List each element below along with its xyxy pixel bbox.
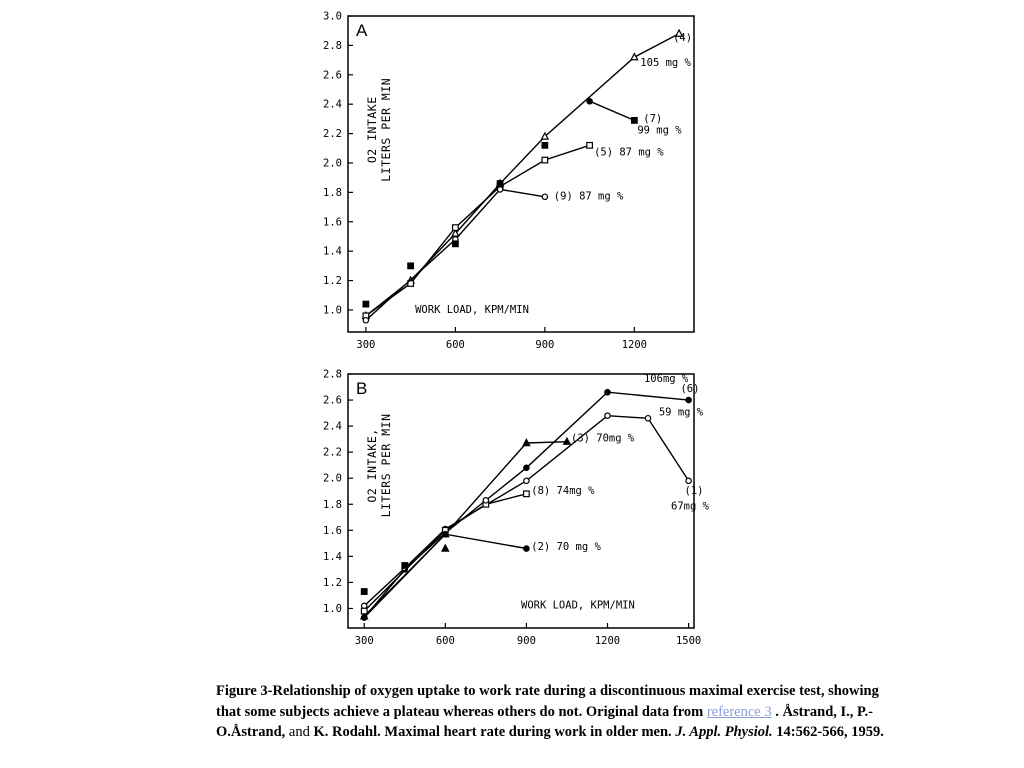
y-tick-label: 2.0 bbox=[323, 472, 342, 485]
y-tick-label: 1.4 bbox=[323, 245, 342, 258]
series-line bbox=[590, 101, 635, 120]
data-point bbox=[605, 413, 610, 418]
y-tick-label: 2.4 bbox=[323, 98, 342, 111]
plot-frame bbox=[348, 374, 694, 628]
data-point bbox=[632, 118, 638, 124]
data-point bbox=[631, 54, 638, 60]
annotation-label: (7) bbox=[643, 112, 663, 125]
data-point bbox=[453, 241, 459, 247]
data-point bbox=[497, 181, 503, 187]
data-point bbox=[605, 390, 610, 395]
data-point bbox=[523, 439, 530, 445]
data-point bbox=[587, 143, 593, 149]
series-4 bbox=[363, 187, 547, 323]
y-tick-label: 2.0 bbox=[323, 157, 342, 170]
data-point bbox=[524, 478, 529, 483]
series-7 bbox=[442, 545, 449, 551]
y-axis-title-line: LITERS PER MIN bbox=[379, 77, 393, 182]
y-axis-title-line: LITERS PER MIN bbox=[379, 413, 393, 518]
data-point bbox=[361, 589, 367, 595]
data-point bbox=[362, 615, 367, 620]
panel-label: A bbox=[356, 21, 368, 40]
series-line bbox=[366, 189, 545, 320]
series-line bbox=[366, 34, 679, 316]
y-tick-label: 1.6 bbox=[323, 216, 342, 229]
annotation-label: (2) 70 mg % bbox=[531, 540, 601, 553]
annotation-label: 105 mg % bbox=[640, 56, 691, 69]
chart-panel-a bbox=[323, 11, 694, 352]
data-point bbox=[524, 465, 529, 470]
series-1 bbox=[362, 390, 692, 621]
y-tick-label: 2.8 bbox=[323, 368, 342, 381]
annotation-label: (9) 87 mg % bbox=[553, 190, 624, 203]
y-tick-label: 1.4 bbox=[323, 550, 342, 563]
x-tick-label: 900 bbox=[535, 339, 555, 351]
data-point bbox=[645, 416, 650, 421]
annotation-label: (6) bbox=[680, 383, 700, 396]
x-tick-label: 1200 bbox=[621, 339, 647, 351]
annotation-label: WORK LOAD, KPM/MIN bbox=[521, 599, 635, 612]
data-point bbox=[542, 143, 548, 149]
data-point bbox=[542, 157, 548, 163]
y-tick-label: 1.2 bbox=[323, 576, 342, 589]
x-tick-label: 600 bbox=[435, 635, 455, 647]
y-tick-label: 2.4 bbox=[323, 420, 342, 433]
annotation-label: (3) 70mg % bbox=[571, 432, 635, 445]
series-8 bbox=[483, 498, 488, 503]
annotation-label: 59 mg % bbox=[658, 406, 704, 419]
caption-text-1: Figure 3-Relationship of oxygen uptake to work rate during a discontinuous maximal exercise test, showing that some subjects achieve a plateau whereas others do not. Original data from bbox=[216, 683, 879, 720]
y-tick-label: 1.0 bbox=[323, 602, 342, 615]
y-tick-label: 3.0 bbox=[323, 10, 342, 23]
annotation-label: WORK LOAD, KPM/MIN bbox=[415, 303, 529, 316]
reference-link[interactable]: reference 3 bbox=[706, 703, 772, 720]
chart-panel-b bbox=[323, 369, 710, 648]
data-point bbox=[686, 397, 691, 402]
y-axis-title bbox=[365, 78, 393, 182]
caption-text-3: K. Rodahl. Maximal heart rate during work in older men. bbox=[313, 724, 676, 740]
data-point bbox=[686, 478, 691, 483]
data-point bbox=[442, 545, 449, 551]
x-tick-label: 300 bbox=[354, 635, 374, 647]
y-axis-title-line: O2 INTAKE bbox=[365, 96, 379, 164]
data-point bbox=[542, 194, 547, 199]
x-tick-label: 1200 bbox=[594, 635, 621, 647]
y-tick-label: 2.6 bbox=[323, 394, 342, 407]
data-point bbox=[361, 608, 367, 614]
caption-and: and bbox=[285, 724, 314, 740]
x-tick-label: 900 bbox=[516, 635, 536, 647]
y-tick-label: 2.2 bbox=[323, 446, 342, 459]
caption-text-4: 14:562-566, 1959. bbox=[772, 724, 884, 740]
caption-text-2: . Åstrand, I., P.-O.Åstrand, bbox=[216, 703, 874, 740]
annotation-label: 106mg % bbox=[643, 372, 689, 385]
data-point bbox=[524, 491, 530, 497]
data-point bbox=[363, 318, 368, 323]
data-point bbox=[443, 532, 448, 537]
annotation-label: 99 mg % bbox=[637, 124, 682, 137]
annotation-label: (1) bbox=[684, 484, 704, 497]
data-point bbox=[483, 498, 488, 503]
data-point bbox=[453, 225, 459, 231]
y-tick-label: 2.2 bbox=[323, 128, 342, 141]
y-tick-label: 1.8 bbox=[323, 186, 342, 199]
data-point bbox=[564, 438, 571, 444]
annotation-label: (8) 74mg % bbox=[531, 484, 595, 497]
series-2 bbox=[587, 99, 637, 124]
y-tick-label: 2.6 bbox=[323, 69, 342, 82]
y-tick-label: 1.2 bbox=[323, 275, 342, 288]
figure-caption bbox=[216, 681, 906, 743]
y-tick-label: 1.8 bbox=[323, 498, 342, 511]
panel-label: B bbox=[356, 379, 368, 398]
data-point bbox=[497, 187, 502, 192]
x-tick-label: 300 bbox=[356, 339, 376, 351]
x-tick-label: 1500 bbox=[675, 635, 702, 647]
y-tick-label: 2.8 bbox=[323, 39, 342, 52]
y-axis-title bbox=[365, 413, 393, 517]
x-tick-label: 600 bbox=[445, 339, 465, 351]
y-tick-label: 1.6 bbox=[323, 524, 342, 537]
data-point bbox=[402, 563, 408, 569]
y-axis-title-line: O2 INTAKE, bbox=[365, 428, 379, 503]
data-point bbox=[587, 99, 592, 104]
y-tick-label: 1.0 bbox=[323, 304, 342, 317]
data-point bbox=[408, 263, 414, 269]
caption-journal: J. Appl. Physiol. bbox=[675, 724, 773, 740]
annotation-label: (4) bbox=[673, 31, 693, 44]
series-1 bbox=[363, 30, 683, 318]
data-point bbox=[524, 546, 529, 551]
annotation-label: (5) 87 mg % bbox=[594, 146, 664, 159]
series-line bbox=[364, 392, 688, 617]
data-point bbox=[363, 301, 369, 307]
series-line bbox=[364, 442, 567, 617]
annotation-label: 67mg % bbox=[671, 500, 709, 513]
